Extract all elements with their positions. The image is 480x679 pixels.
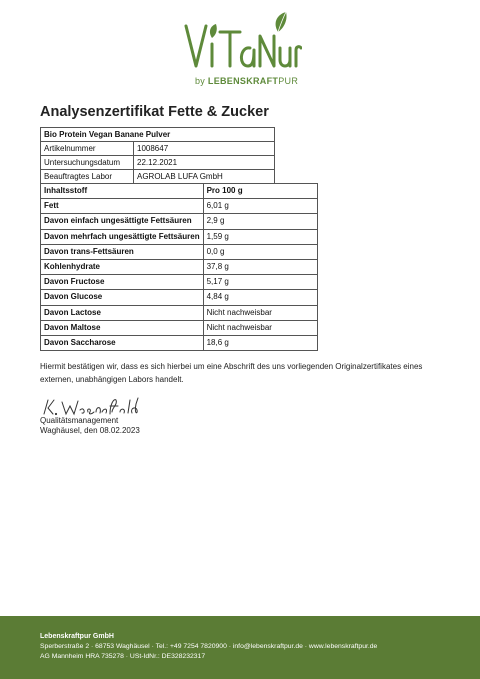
info-label: Beauftragtes Labor	[41, 170, 134, 184]
nutrient-name: Kohlenhydrate	[41, 260, 204, 275]
signature-place-date: Waghäusel, den 08.02.2023	[40, 426, 140, 435]
brand-logo	[0, 10, 480, 90]
footer-company: Lebenskraftpur GmbH	[40, 633, 114, 640]
info-label: Artikelnummer	[41, 142, 134, 156]
statement-line: externen, unabhängigen Labors handelt.	[40, 375, 184, 384]
column-header-per-100g: Pro 100 g	[203, 184, 317, 199]
nutrient-name: Davon Lactose	[41, 305, 204, 320]
table-row	[41, 244, 318, 259]
nutrient-name: Davon Saccharose	[41, 336, 204, 351]
info-value: AGROLAB LUFA GmbH	[134, 170, 275, 184]
table-row	[41, 290, 318, 305]
nutrient-value: 4,84 g	[203, 290, 317, 305]
nutrient-value: 1,59 g	[203, 229, 317, 244]
product-name: Bio Protein Vegan Banane Pulver	[41, 128, 275, 142]
nutrient-value: 5,17 g	[203, 275, 317, 290]
nutrient-name: Davon Maltose	[41, 320, 204, 335]
byline-strong: LEBENSKRAFT	[207, 76, 279, 86]
nutrient-name: Davon trans-Fettsäuren	[41, 244, 204, 259]
brand-byline	[195, 76, 298, 86]
footer-address: Sperberstraße 2 · 68753 Waghäusel · Tel.: +49 7254 7820900 · info@lebenskraftpur.de · www.lebenskraftpur.de	[40, 643, 378, 650]
product-info-table	[40, 127, 275, 184]
nutrient-value: 2,9 g	[203, 214, 317, 229]
certification-statement	[40, 360, 450, 386]
info-value: 22.12.2021	[134, 156, 275, 170]
nutrient-value: Nicht nachweisbar	[203, 305, 317, 320]
info-value: 1008647	[134, 142, 275, 156]
table-row	[41, 260, 318, 275]
handwritten-signature	[40, 396, 150, 418]
byline-prefix: by	[195, 76, 208, 86]
nutrient-value: 6,01 g	[203, 199, 317, 214]
signature-role: Qualitätsmanagement	[40, 416, 119, 425]
column-header-ingredient: Inhaltsstoff	[41, 184, 204, 199]
nutrient-value: Nicht nachweisbar	[203, 320, 317, 335]
table-row	[41, 229, 318, 244]
info-label: Untersuchungsdatum	[41, 156, 134, 170]
table-row	[41, 305, 318, 320]
nutrient-value: 37,8 g	[203, 260, 317, 275]
table-row	[41, 142, 275, 156]
table-row	[41, 320, 318, 335]
nutrient-table	[40, 183, 318, 351]
nutrient-name: Fett	[41, 199, 204, 214]
nutrient-name: Davon Glucose	[41, 290, 204, 305]
nutrient-name: Davon Fructose	[41, 275, 204, 290]
footer-register: AG Mannheim HRA 735278 · USt-IdNr.: DE328232317	[40, 653, 206, 660]
table-row	[41, 199, 318, 214]
table-row	[41, 128, 275, 142]
nutrient-value: 18,6 g	[203, 336, 317, 351]
table-row	[41, 156, 275, 170]
table-row	[41, 336, 318, 351]
table-row	[41, 170, 275, 184]
table-row	[41, 275, 318, 290]
nutrient-name: Davon mehrfach ungesättigte Fettsäuren	[41, 229, 204, 244]
vitanur-logo-mark	[182, 12, 302, 74]
byline-suffix: PUR	[278, 76, 299, 86]
nutrient-name: Davon einfach ungesättigte Fettsäuren	[41, 214, 204, 229]
table-header-row	[41, 184, 318, 199]
document-title: Analysenzertifikat Fette & Zucker	[40, 104, 269, 120]
nutrient-value: 0,0 g	[203, 244, 317, 259]
page-footer	[0, 616, 480, 679]
table-row	[41, 214, 318, 229]
statement-line: Hiermit bestätigen wir, dass es sich hierbei um eine Abschrift des uns vorliegenden Originalzertifikates eines	[40, 362, 423, 371]
